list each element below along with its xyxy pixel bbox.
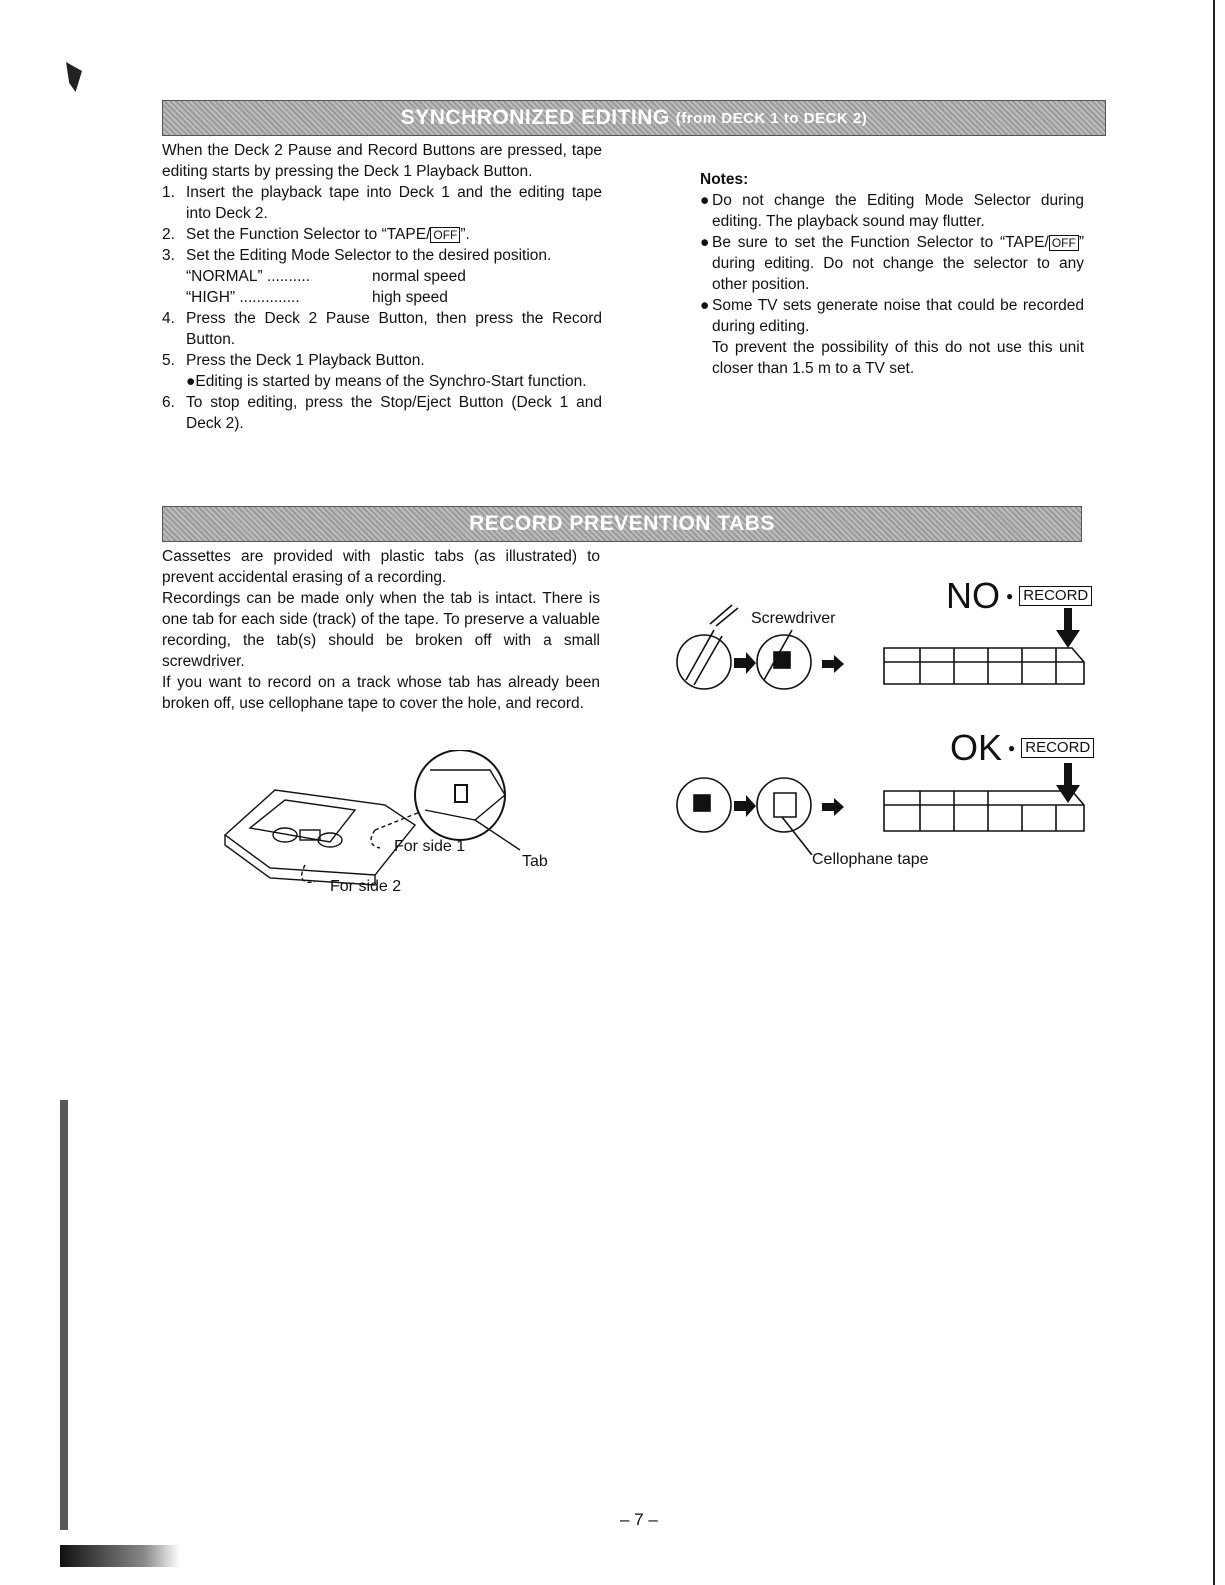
sync-steps: [162, 182, 602, 434]
rpt-title: RECORD PREVENTION TABS: [469, 512, 775, 535]
mode-normal: “NORMAL” .......... normal speed: [186, 268, 466, 285]
record-box: RECORD: [1019, 586, 1092, 606]
page-edge-rule: [1213, 0, 1215, 1585]
step-3: 3. Set the Editing Mode Selector to the desired position.: [162, 247, 552, 264]
section-banner-rpt: [162, 506, 1082, 542]
sync-notes: [700, 169, 1084, 379]
label-for-side-2: For side 2: [330, 878, 402, 895]
label-screwdriver: Screwdriver: [751, 610, 836, 627]
sync-intro: When the Deck 2 Pause and Record Buttons are pressed, tape editing starts by pressing the Deck 1 Playback Button.: [162, 142, 602, 180]
tape-strip-no: [884, 648, 1084, 684]
rpt-text: [162, 546, 600, 714]
sync-instructions: [162, 140, 602, 434]
no-label: NO: [946, 575, 1000, 616]
label-for-side-1: For side 1: [394, 838, 466, 855]
off-box: OFF: [430, 227, 460, 243]
down-arrow-icon: [1056, 608, 1080, 648]
section-banner-sync: [162, 100, 1106, 136]
sync-title: SYNCHRONIZED EDITING: [400, 106, 670, 129]
notes-title: Notes:: [700, 171, 749, 188]
tape-strip-ok: [884, 791, 1084, 831]
sync-subtitle: (from DECK 1 to DECK 2): [675, 109, 868, 127]
step-5: 5. Press the Deck 1 Playback Button.: [162, 352, 425, 369]
mode-high: “HIGH” .............. high speed: [186, 289, 448, 306]
note-2: ● Be sure to set the Function Selector to “TAPE/ OFF ” during editing. Do not change the selector to any other position.: [700, 234, 1084, 293]
scan-edge-shadow: [60, 1100, 68, 1530]
step-2: 2. Set the Function Selector to “TAPE/ OFF ”.: [162, 226, 470, 243]
note-1: ● Do not change the Editing Mode Selector during editing. The playback sound may flutter.: [700, 192, 1084, 230]
label-cellophane: Cellophane tape: [812, 851, 929, 868]
step-6: 6. To stop editing, press the Stop/Eject Button (Deck 1 and Deck 2).: [162, 394, 602, 432]
off-box: OFF: [1049, 235, 1079, 251]
rpt-p3: If you want to record on a track whose tab has already been broken off, use cellophane tape to cover the hole, and record.: [162, 674, 600, 712]
step-1: 1. Insert the playback tape into Deck 1 and the editing tape into Deck 2.: [162, 184, 602, 222]
bullet-icon: ●: [1008, 741, 1016, 755]
label-tab: Tab: [522, 853, 548, 870]
ok-label: OK: [950, 727, 1003, 768]
note-3: ● Some TV sets generate noise that could be recorded during editing.: [700, 297, 1084, 335]
screwdriver-diagram: [672, 600, 1102, 700]
cellophane-diagram: [672, 755, 1102, 855]
tab-zoom-circle: [415, 750, 505, 840]
arrow-icons: [734, 763, 1080, 817]
step-4: 4. Press the Deck 2 Pause Button, then press the Record Button.: [162, 310, 602, 348]
page-number: – 7 –: [620, 1510, 658, 1529]
rpt-p2: Recordings can be made only when the tab is intact. There is one tab for each side (track) of the tape. To preserve a valuable recording, the tab(s) should be broken off with a small screwdriver.: [162, 590, 600, 670]
rpt-p1: Cassettes are provided with plastic tabs (as illustrated) to prevent accidental erasing of a recording.: [162, 548, 600, 586]
scan-corner-shadow: [60, 1545, 180, 1567]
scan-mark: [66, 62, 82, 92]
record-box: RECORD: [1021, 738, 1094, 758]
step-5-sub: ●Editing is started by means of the Synchro-Start function.: [186, 373, 587, 390]
note-3b: To prevent the possibility of this do not use this unit closer than 1.5 m to a TV set.: [712, 339, 1084, 377]
bullet-icon: ●: [1006, 589, 1014, 603]
